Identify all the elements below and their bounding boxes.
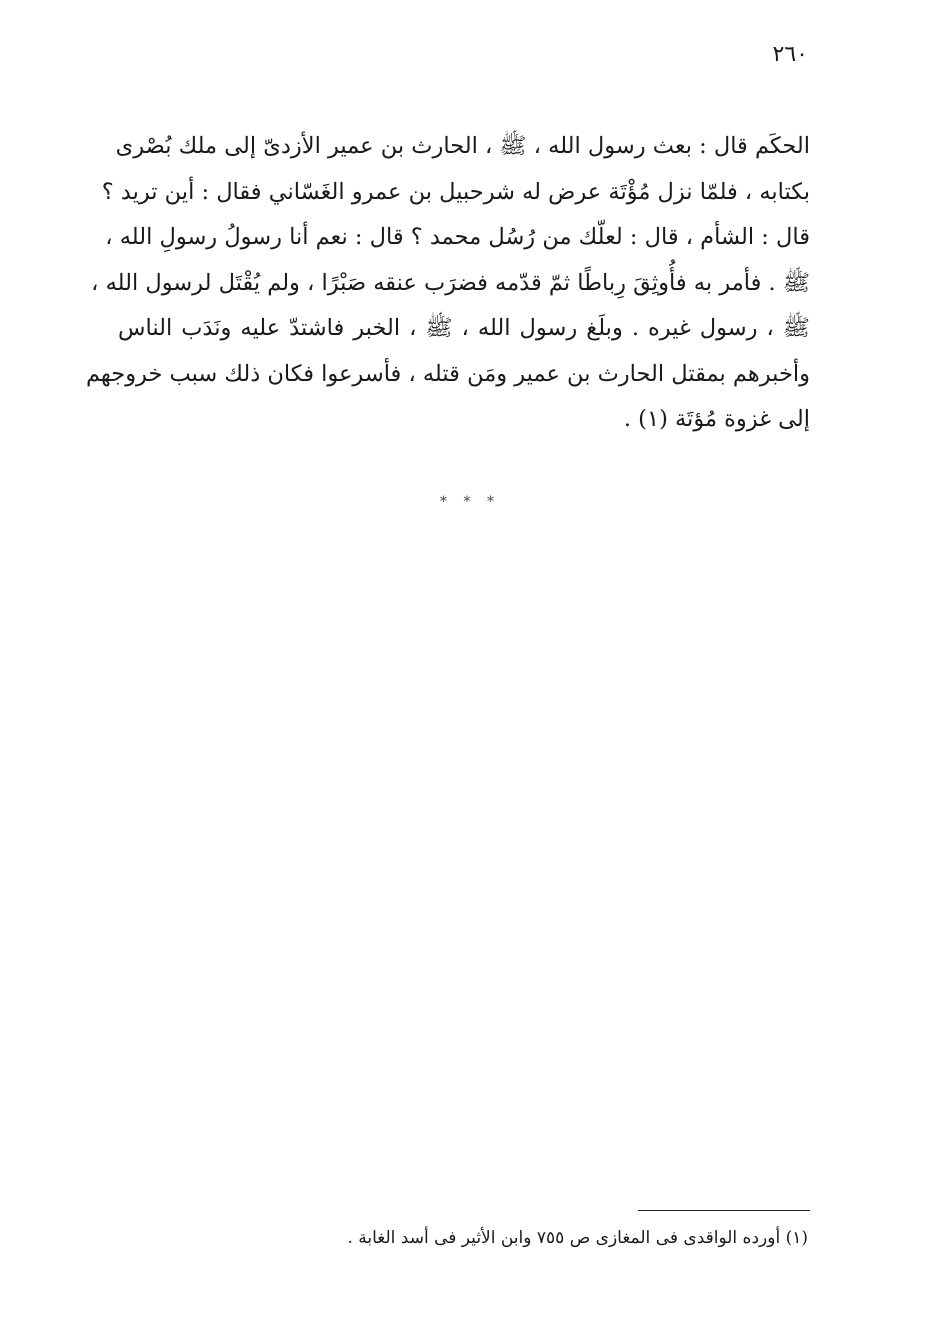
section-separator: * * * <box>440 494 500 510</box>
page-number: ٢٦٠ <box>772 42 808 67</box>
body-line-1: الحكَم قال : بعث رسول الله ، ﷺ ، الحارث بن عمير الأزدىّ إلى ملك بُصْرى <box>115 133 810 159</box>
body-line-7: إلى غزوة مُؤتَة (١) . <box>623 406 810 432</box>
body-line-5: ﷺ ، رسول غيره . وبلَغ رسول الله ، ﷺ ، الخبر فاشتدّ عليه ونَدَب الناس <box>118 315 810 341</box>
body-line-3: قال : الشأم ، قال : لعلّك من رُسُل محمد ؟ قال : نعم أنا رسولُ رسولِ الله ، <box>105 224 810 250</box>
footnote-divider <box>638 1210 810 1211</box>
body-paragraph <box>85 124 810 443</box>
body-line-2: بكتابه ، فلمّا نزل مُؤْتَة عرض له شرحبيل بن عمرو الغَسّاني فقال : أين تريد ؟ <box>101 178 810 205</box>
body-line-6: وأخبرهم بمقتل الحارث بن عمير ومَن قتله ، فأسرعوا فكان ذلك سبب خروجهم <box>85 360 810 387</box>
footnote: (١) أورده الواقدى فى المغازى ص ٧٥٥ وابن الأثير فى أسد الغابة . <box>347 1228 808 1248</box>
body-line-4: ﷺ . فأمر به فأُوثِقَ رِباطًا ثمّ قدّمه فضرَب عنقه صَبْرًا ، ولم يُقْتَل لرسول الله ، <box>91 269 810 296</box>
